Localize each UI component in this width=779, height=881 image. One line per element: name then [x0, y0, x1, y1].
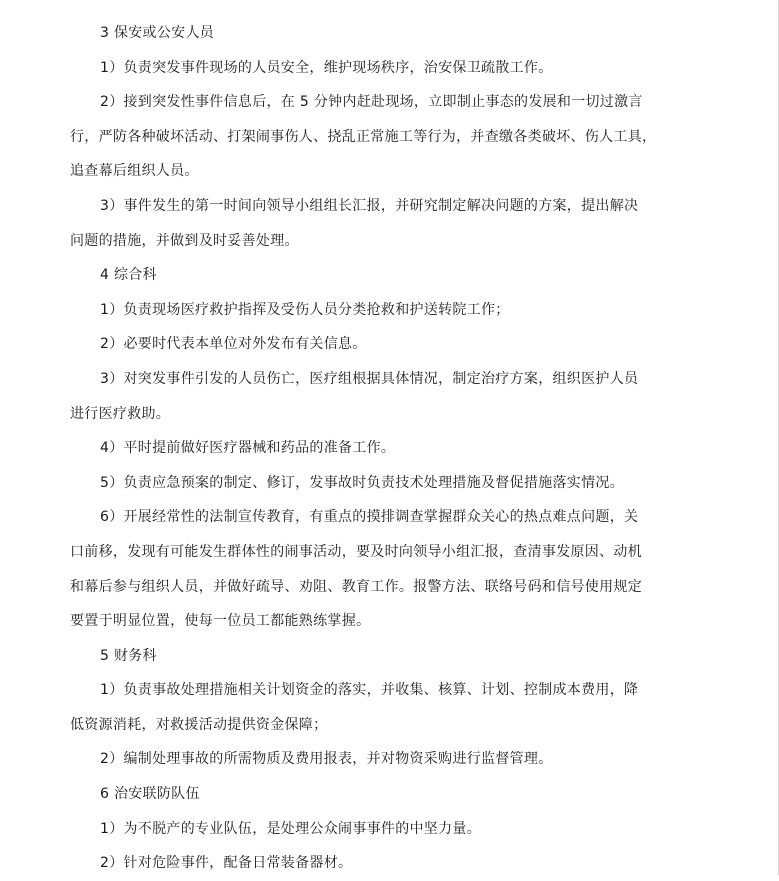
paragraph-line: 6）开展经常性的法制宣传教育，有重点的摸排调查掌握群众关心的热点难点问题，关: [100, 509, 639, 526]
paragraph-line: 进行医疗救助。: [70, 405, 171, 422]
paragraph-line: 要置于明显位置，使每一位员工都能熟练掌握。: [70, 613, 371, 630]
section-heading: 4 综合科: [100, 267, 157, 284]
paragraph-line: 3）对突发事件引发的人员伤亡，医疗组根据具体情况，制定治疗方案，组织医护人员: [100, 370, 639, 387]
paragraph-line: 2）编制处理事故的所需物质及费用报表，并对物资采购进行监督管理。: [100, 751, 553, 768]
paragraph-line: 1）负责突发事件现场的人员安全，维护现场秩序，治安保卫疏散工作。: [100, 59, 553, 76]
paragraph-line: 口前移，发现有可能发生群体性的闹事活动，要及时向领导小组汇报，查清事发原因、动机: [70, 543, 642, 560]
paragraph-line: 和幕后参与组织人员，并做好疏导、劝阻、教育工作。报警方法、联络号码和信号使用规定: [70, 578, 642, 595]
paragraph-line: 1）负责现场医疗救护指挥及受伤人员分类抢救和护送转院工作；: [100, 301, 510, 318]
paragraph-line: 4）平时提前做好医疗器械和药品的准备工作。: [100, 440, 396, 457]
section-heading: 5 财务科: [100, 647, 157, 664]
paragraph-line: 行，严防各种破坏活动、打架闹事伤人、挠乱正常施工等行为，并查缴各类破坏、伤人工具，: [70, 128, 657, 145]
paragraph-line: 低资源消耗，对救援活动提供资金保障；: [70, 716, 328, 733]
paragraph-line: 问题的措施，并做到及时妥善处理。: [70, 232, 299, 249]
paragraph-line: 1）负责事故处理措施相关计划资金的落实，并收集、核算、计划、控制成本费用，降: [100, 682, 639, 699]
paragraph-line: 3）事件发生的第一时间向领导小组组长汇报，并研究制定解决问题的方案，提出解决: [100, 197, 639, 214]
paragraph-line: 2）接到突发性事件信息后，在 5 分钟内赶赴现场，立即制止事态的发展和一切过激言: [100, 94, 643, 111]
paragraph-line: 1）为不脱产的专业队伍，是处理公众闹事事件的中坚力量。: [100, 820, 482, 837]
section-heading: 3 保安或公安人员: [100, 25, 215, 41]
paragraph-line: 5）负责应急预案的制定、修订，发事故时负责技术处理措施及督促措施落实情况。: [100, 474, 625, 491]
paragraph-line: 2）必要时代表本单位对外发布有关信息。: [100, 336, 367, 353]
paragraph-line: 2）针对危险事件，配备日常装备器材。: [100, 855, 353, 872]
section-heading: 6 治安联防队伍: [100, 786, 200, 803]
paragraph-line: 追查幕后组织人员。: [70, 163, 199, 180]
document-body: [70, 16, 686, 881]
